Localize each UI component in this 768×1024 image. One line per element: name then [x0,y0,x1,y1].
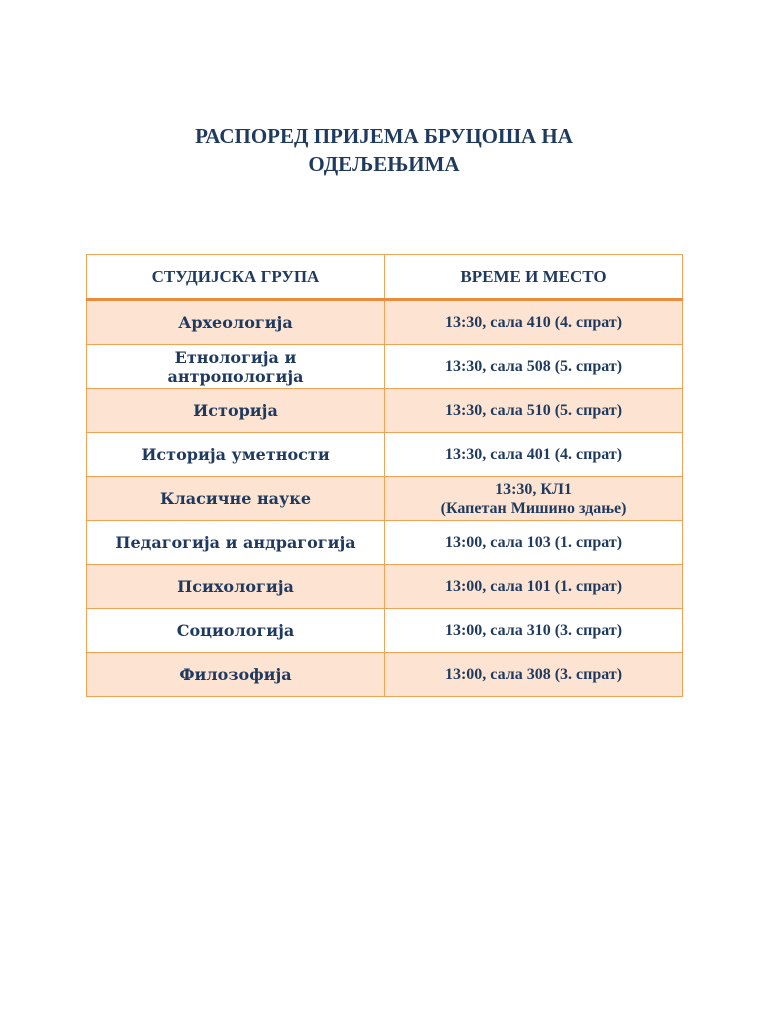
study-group-text: Историја уметности [141,445,330,464]
study-group-cell [87,345,385,389]
header-study-group: СТУДИЈСКА ГРУПА [87,255,385,300]
page-title-line-2: ОДЕЉЕЊИМА [308,152,460,176]
time-place-text: 13:30, сала 401 (4. спрат) [444,446,623,463]
study-group-cell [87,389,385,433]
table-header-row [87,255,683,300]
time-place-cell [385,345,683,389]
time-place-text: 13:30, КЛ1 [495,480,572,498]
study-group-cell [87,653,385,697]
table-row [87,653,683,697]
time-place-text: 13:00, сала 310 (3. спрат) [444,622,623,639]
time-place-cell [385,653,683,697]
time-place-text: 13:30, сала 508 (5. спрат) [444,358,623,375]
study-group-text: антропологија [167,366,304,386]
time-place-cell [385,521,683,565]
study-group-text: Класичне науке [159,489,312,508]
study-group-cell [87,565,385,609]
time-place-cell [385,433,683,477]
table-row [87,609,683,653]
time-place-text: 13:00, сала 101 (1. спрат) [444,578,623,595]
table-row [87,521,683,565]
time-place-text: (Капетан Мишино здање) [440,499,627,517]
page-title [0,122,768,178]
page-title-line-1: РАСПОРЕД ПРИЈЕМА БРУЦОША НА [195,124,573,148]
time-place-cell [385,609,683,653]
table-row [87,389,683,433]
table-row [87,300,683,345]
study-group-text: Филозофија [179,665,292,684]
time-place-text: 13:00, сала 308 (3. спрат) [444,666,623,683]
study-group-cell [87,477,385,521]
time-place-cell [385,565,683,609]
study-group-text: Етнологија и [174,347,297,367]
study-group-cell [87,300,385,345]
time-place-cell [385,477,683,521]
study-group-text: Археологија [178,313,293,332]
table-row [87,565,683,609]
time-place-text: 13:30, сала 410 (4. спрат) [444,314,623,331]
time-place-cell [385,389,683,433]
header-time-place: ВРЕМЕ И МЕСТО [385,255,683,300]
table-row [87,345,683,389]
study-group-text: Психологија [177,577,294,596]
table-row [87,433,683,477]
schedule-table [86,254,683,697]
time-place-text: 13:00, сала 103 (1. спрат) [444,534,623,551]
time-place-text: 13:30, сала 510 (5. спрат) [444,402,623,419]
study-group-cell [87,433,385,477]
study-group-text: Социологија [176,621,295,640]
table-row [87,477,683,521]
time-place-cell [385,300,683,345]
study-group-cell [87,521,385,565]
study-group-text: Историја [193,401,278,420]
study-group-text: Педагогија и андрагогија [115,533,356,552]
study-group-cell [87,609,385,653]
